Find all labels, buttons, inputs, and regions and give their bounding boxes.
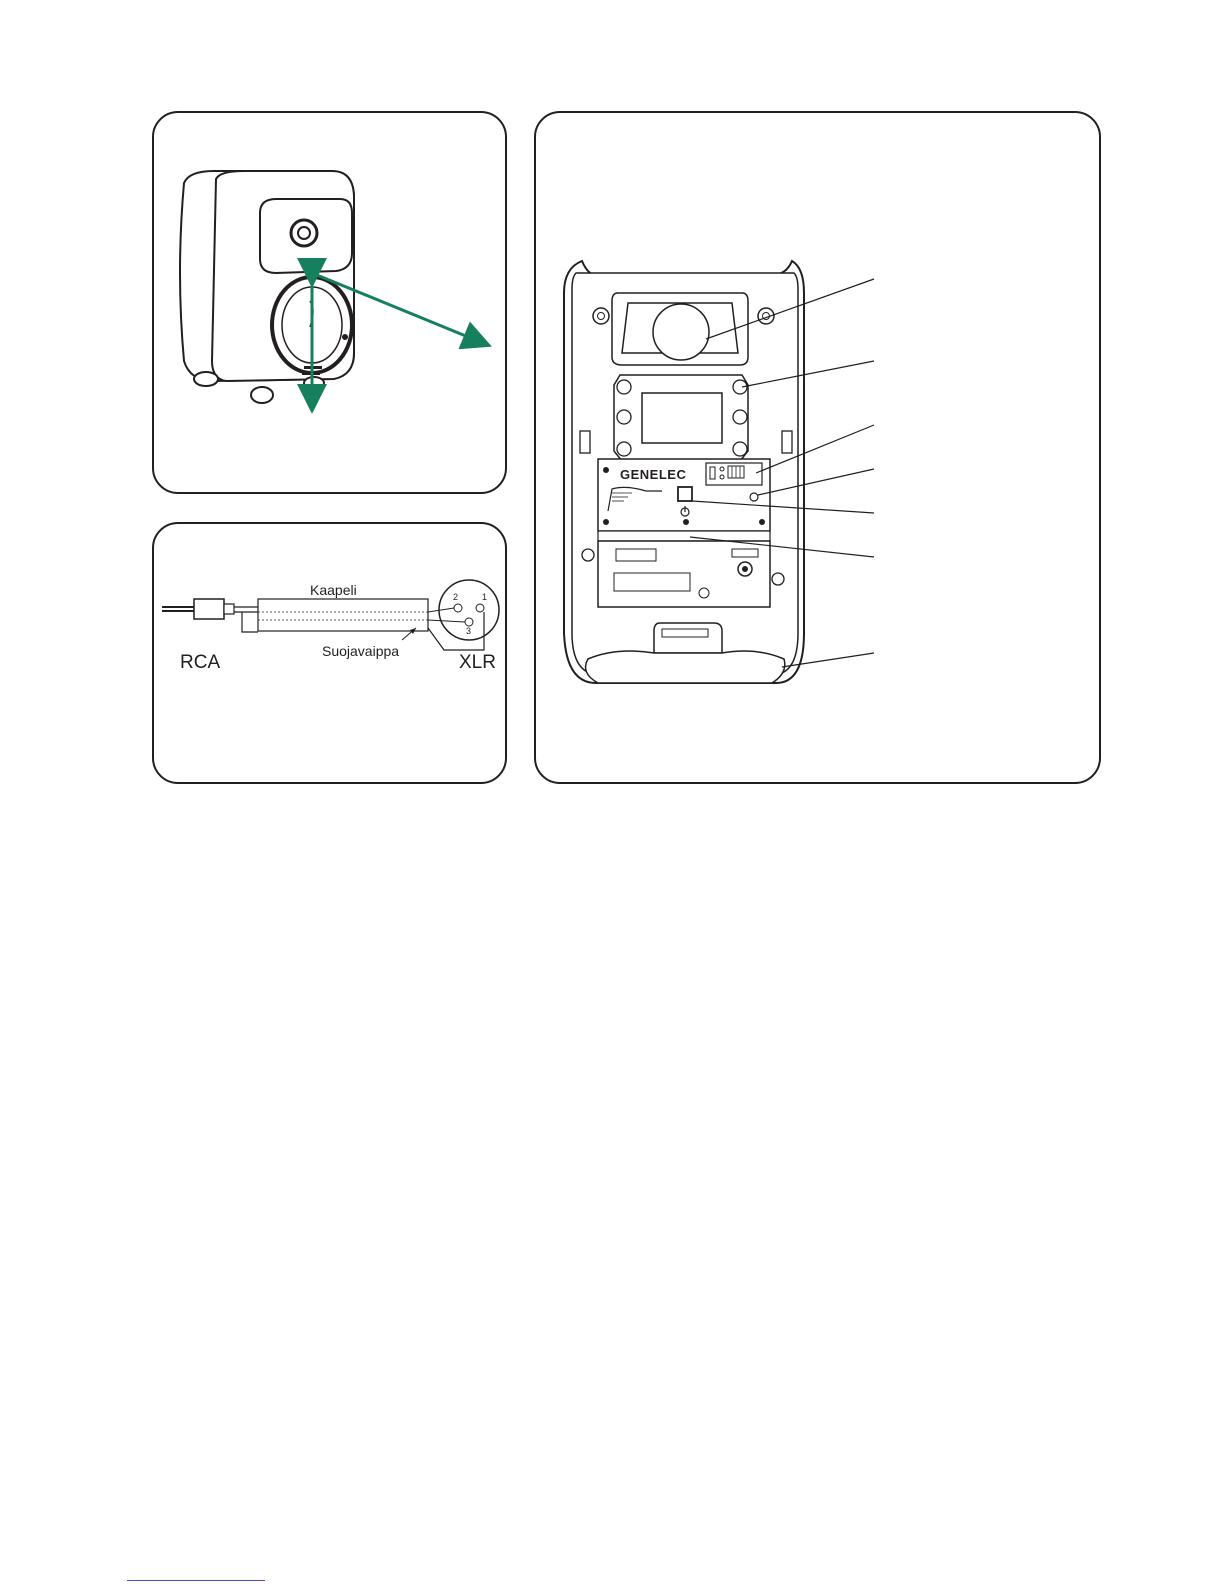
speaker-front-illustration [154,113,507,494]
xlr-pin-2: 2 [453,592,459,602]
rca-label: RCA [180,652,221,673]
cable-label: Kaapeli [310,582,357,598]
speaker-rear-panel [534,111,1101,784]
xlr-label: XLR [459,652,496,673]
cable-wiring-panel [152,522,507,784]
xlr-pin-1: 1 [482,592,488,602]
speaker-rear-illustration [536,113,1101,784]
brand-logo: GENELEC [620,467,687,482]
shield-label: Suojavaippa [322,643,400,659]
speaker-front-panel [152,111,507,494]
footer-rule [127,1580,265,1581]
xlr-pin-3: 3 [466,626,472,636]
